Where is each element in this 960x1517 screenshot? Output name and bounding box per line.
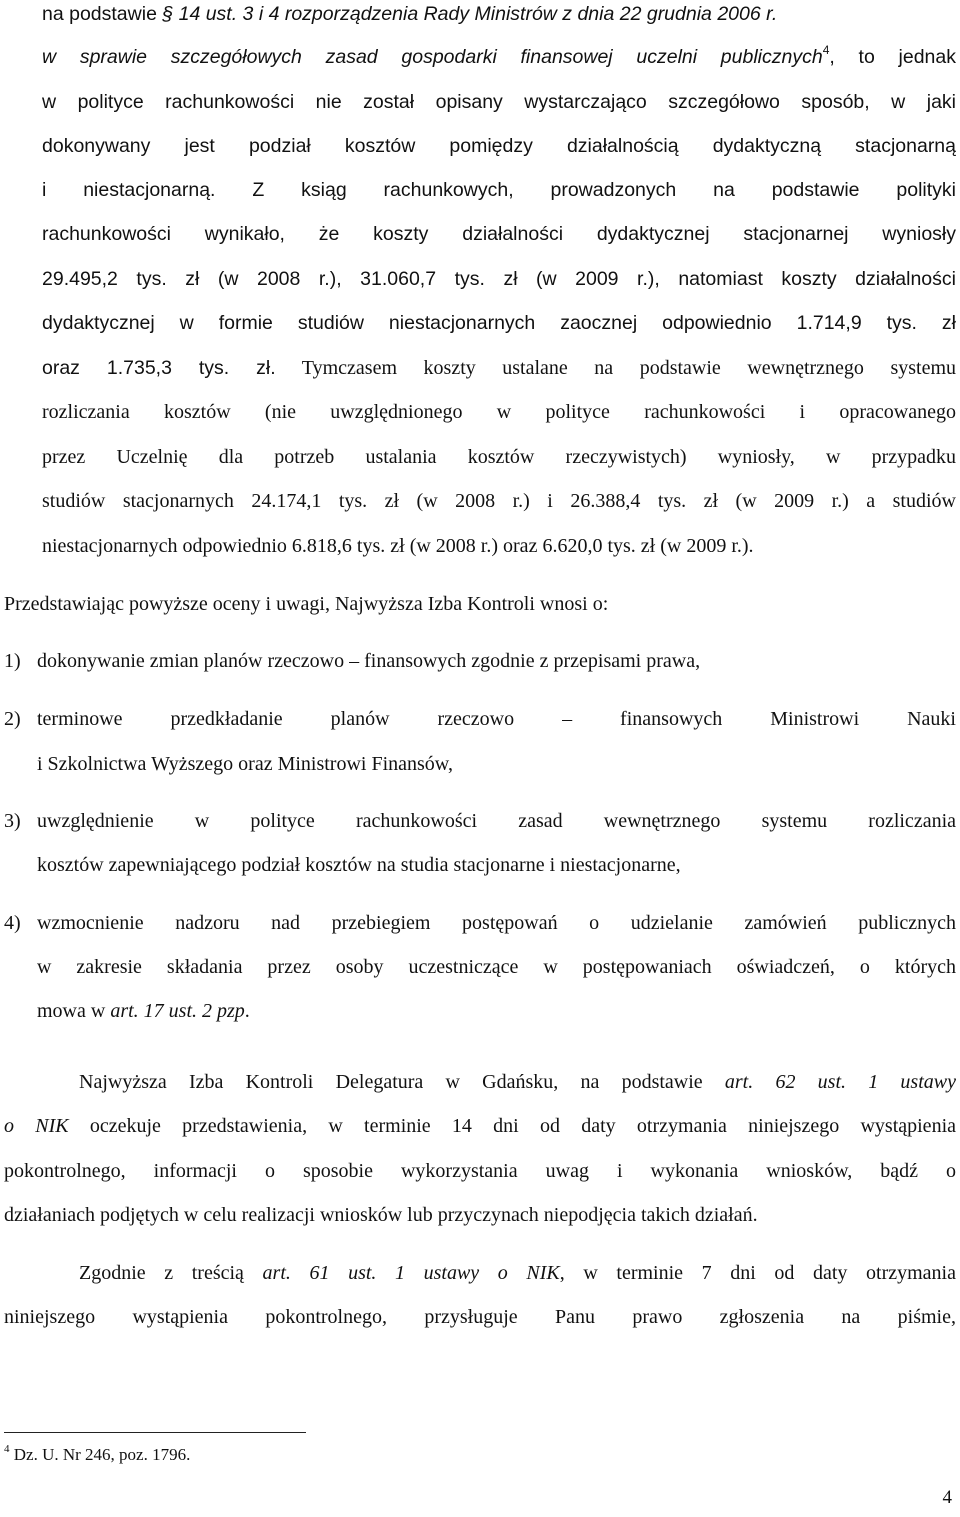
text-line [42,178,956,202]
footnote-separator [4,1432,306,1433]
text-line [4,1114,956,1138]
text-line: rachunkowości wynikało, że koszty działalności dydaktycznej stacjonarnej wyniosły [42,223,956,245]
text-line: działaniach podjętych w celu realizacji wniosków lub przyczynach niepodjęcia takich działań. [4,1204,758,1226]
text-line [42,42,956,69]
text-line: pokontrolnego, informacji o sposobie wykorzystania uwag i wykonania wniosków, bądź o [4,1160,956,1182]
text-line: dydaktycznej w formie studiów niestacjonarnych zaocznej odpowiednio 1.714,9 tys. zł [42,312,956,334]
text-segment: na podstawie [42,3,163,25]
text-segment: . [244,1000,250,1022]
text-line: niestacjonarnych odpowiednio 6.818,6 tys. zł (w 2008 r.) oraz 6.620,0 tys. zł (w 2009 r.). [42,535,754,557]
intro-text: Przedstawiając powyższe oceny i uwagi, Najwyższa Izba Kontroli wnosi o: [4,593,609,615]
list-number: 4) [4,912,21,934]
text-line [42,2,777,26]
text-segment: mowa w [37,1000,111,1022]
citation-text: o NIK [4,1115,69,1137]
list-item-text: i Szkolnictwa Wyższego oraz Ministrowi Finansów, [37,753,453,775]
page-number: 4 [942,1487,952,1508]
text-segment: ), natomiast koszty działalności [647,268,956,290]
list-number: 2) [4,708,21,730]
text-segment: , to jednak [829,46,956,68]
list-item-text: terminowe przedkładanie planów rzeczowo – finansowych Ministrowi Nauki [37,708,956,730]
footnote [4,1445,190,1465]
footnote-marker: 4 [822,42,830,57]
text-segment: Tymczasem koszty ustalane na podstawie wewnętrznego systemu [275,357,956,379]
list-item-text: w zakresie składania przez osoby uczestniczące w postępowaniach oświadczeń, o których [37,956,956,978]
text-segment: Najwyższa Izba Kontroli Delegatura w Gdańsku, na podstawie [79,1071,725,1093]
text-line: niniejszego wystąpienia pokontrolnego, przysługuje Panu prawo zgłoszenia na piśmie, [4,1306,956,1328]
list-number: 3) [4,810,21,832]
text-segment: Z ksiąg rachunkowych, prowadzonych na podstawie polityki [215,179,956,201]
list-item-text: uwzględnienie w polityce rachunkowości zasad wewnętrznego systemu rozliczania [37,810,956,832]
text-line [79,1261,956,1285]
citation-text: art. 62 ust. 1 ustawy [724,1071,956,1093]
citation-text: art. 61 ust. 1 ustawy o NIK [262,1262,560,1284]
citation-text: art. 17 ust. 2 pzp [110,1000,245,1022]
footnote-text: Dz. U. Nr 246, poz. 1796. [9,1445,191,1464]
text-segment: i niestacjonarną. [42,179,216,201]
list-item-text [37,999,250,1023]
text-line [79,1070,956,1094]
text-line: rozliczania kosztów (nie uwzględnionego w polityce rachunkowości i opracowanego [42,401,956,423]
text-segment: oczekuje przedstawienia, w terminie 14 dni od daty otrzymania niniejszego wystąpienia [68,1115,956,1137]
text-line: studiów stacjonarnych 24.174,1 tys. zł (w 2008 r.) i 26.388,4 tys. zł (w 2009 r.) a studiów [42,490,956,512]
list-number: 1) [4,650,21,672]
text-line [42,356,956,380]
text-segment: 29.495,2 tys. zł (w 2008 r.), 31.060,7 tys. zł (w 2009 r. [42,268,648,290]
citation-text: § 14 ust. 3 i 4 rozporządzenia Rady Ministrów z dnia 22 grudnia 2006 r. [162,3,778,25]
text-segment: , w terminie 7 dni od daty otrzymania [559,1262,956,1284]
citation-text: w sprawie szczegółowych zasad gospodarki finansowej uczelni publicznych [42,46,823,68]
list-item-text: wzmocnienie nadzoru nad przebiegiem postępowań o udzielanie zamówień publicznych [37,912,956,934]
footnote-number: 4 [4,1443,10,1456]
text-line [42,267,956,291]
text-line: dokonywany jest podział kosztów pomiędzy działalnością dydaktyczną stacjonarną [42,135,956,157]
list-item-text: dokonywanie zmian planów rzeczowo – finansowych zgodnie z przepisami prawa, [37,650,701,672]
text-segment: oraz 1.735,3 tys. zł. [42,357,276,379]
text-line: w polityce rachunkowości nie został opisany wystarczająco szczegółowo sposób, w jaki [42,91,956,113]
list-item-text: kosztów zapewniającego podział kosztów na studia stacjonarne i niestacjonarne, [37,854,681,876]
text-line: przez Uczelnię dla potrzeb ustalania kosztów rzeczywistych) wyniosły, w przypadku [42,446,956,468]
text-segment: Zgodnie z treścią [79,1262,263,1284]
